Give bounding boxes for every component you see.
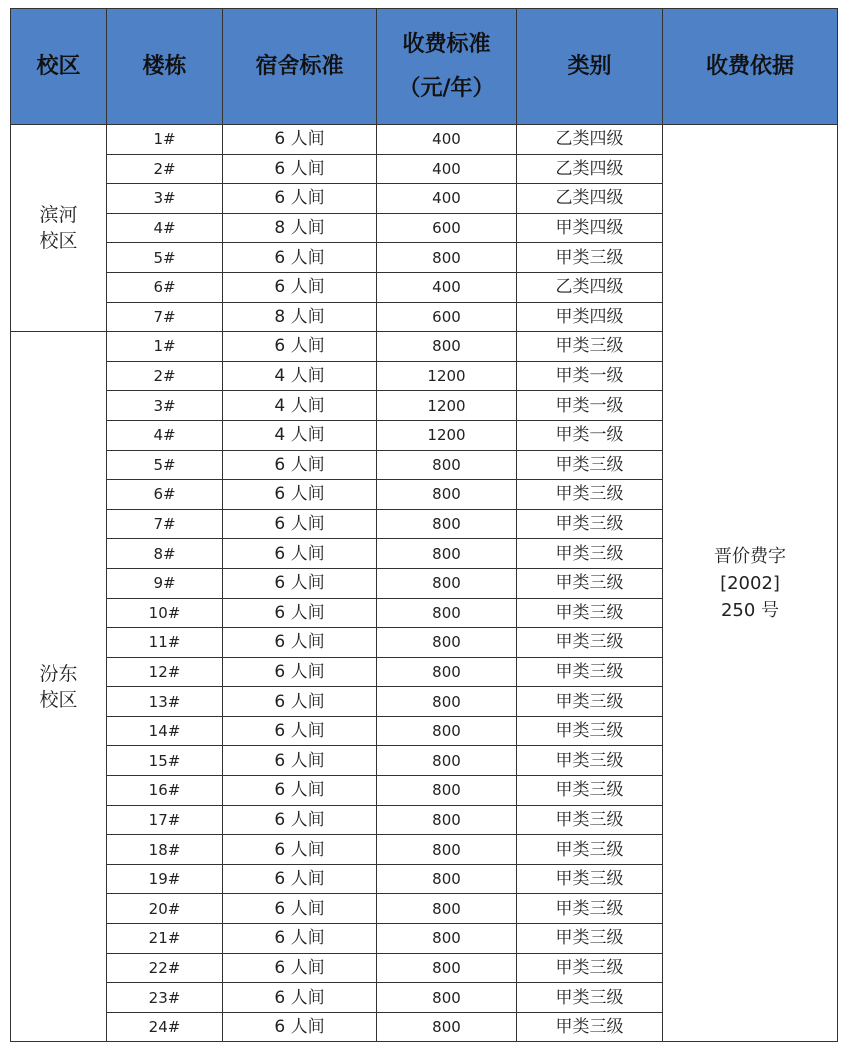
building-cell: 6# bbox=[107, 272, 223, 302]
fee-cell: 600 bbox=[377, 302, 517, 332]
room-standard-cell: 8 人间 bbox=[223, 302, 377, 332]
room-standard-cell: 6 人间 bbox=[223, 568, 377, 598]
room-standard-cell: 6 人间 bbox=[223, 657, 377, 687]
fee-cell: 800 bbox=[377, 243, 517, 273]
fee-cell: 800 bbox=[377, 1012, 517, 1042]
room-standard-cell: 6 人间 bbox=[223, 480, 377, 510]
building-cell: 23# bbox=[107, 983, 223, 1013]
category-cell: 甲类三级 bbox=[517, 894, 663, 924]
fee-cell: 800 bbox=[377, 953, 517, 983]
category-cell: 甲类三级 bbox=[517, 480, 663, 510]
table-body bbox=[11, 125, 838, 1042]
fee-cell: 400 bbox=[377, 125, 517, 155]
room-standard-cell: 6 人间 bbox=[223, 1012, 377, 1042]
room-standard-cell: 4 人间 bbox=[223, 361, 377, 391]
fee-cell: 800 bbox=[377, 539, 517, 569]
category-cell: 甲类一级 bbox=[517, 361, 663, 391]
room-standard-cell: 4 人间 bbox=[223, 420, 377, 450]
category-cell: 甲类三级 bbox=[517, 776, 663, 806]
category-cell: 甲类三级 bbox=[517, 657, 663, 687]
header-campus: 校区 bbox=[11, 9, 107, 125]
building-cell: 24# bbox=[107, 1012, 223, 1042]
building-cell: 5# bbox=[107, 450, 223, 480]
building-cell: 2# bbox=[107, 154, 223, 184]
category-cell: 甲类三级 bbox=[517, 746, 663, 776]
building-cell: 6# bbox=[107, 480, 223, 510]
header-standard: 宿舍标准 bbox=[223, 9, 377, 125]
fee-cell: 800 bbox=[377, 598, 517, 628]
building-cell: 21# bbox=[107, 924, 223, 954]
building-cell: 11# bbox=[107, 628, 223, 658]
fee-basis-line1: 晋价费字 bbox=[714, 545, 786, 567]
header-basis: 收费依据 bbox=[663, 9, 838, 125]
fee-cell: 800 bbox=[377, 480, 517, 510]
category-cell: 甲类三级 bbox=[517, 716, 663, 746]
building-cell: 15# bbox=[107, 746, 223, 776]
fee-cell: 800 bbox=[377, 450, 517, 480]
category-cell: 甲类三级 bbox=[517, 509, 663, 539]
category-cell: 甲类三级 bbox=[517, 568, 663, 598]
fee-cell: 800 bbox=[377, 835, 517, 865]
category-cell: 甲类三级 bbox=[517, 687, 663, 717]
category-cell: 甲类三级 bbox=[517, 628, 663, 658]
header-row bbox=[11, 9, 838, 125]
header-fee-line2: （元/年） bbox=[398, 75, 495, 101]
fee-basis-line3: 250 号 bbox=[720, 599, 780, 621]
category-cell: 甲类三级 bbox=[517, 924, 663, 954]
table-row bbox=[11, 125, 838, 155]
category-cell: 甲类四级 bbox=[517, 213, 663, 243]
building-cell: 13# bbox=[107, 687, 223, 717]
fee-cell: 800 bbox=[377, 983, 517, 1013]
room-standard-cell: 6 人间 bbox=[223, 776, 377, 806]
category-cell: 甲类三级 bbox=[517, 953, 663, 983]
room-standard-cell: 6 人间 bbox=[223, 450, 377, 480]
room-standard-cell: 6 人间 bbox=[223, 598, 377, 628]
building-cell: 4# bbox=[107, 420, 223, 450]
fee-basis-cell bbox=[663, 125, 838, 1042]
header-fee-line1: 收费标准 bbox=[402, 31, 491, 57]
category-cell: 乙类四级 bbox=[517, 272, 663, 302]
fee-cell: 1200 bbox=[377, 420, 517, 450]
fee-cell: 800 bbox=[377, 805, 517, 835]
fee-cell: 800 bbox=[377, 332, 517, 362]
building-cell: 3# bbox=[107, 184, 223, 214]
building-cell: 4# bbox=[107, 213, 223, 243]
category-cell: 甲类一级 bbox=[517, 391, 663, 421]
building-cell: 8# bbox=[107, 539, 223, 569]
category-cell: 甲类三级 bbox=[517, 243, 663, 273]
fee-cell: 800 bbox=[377, 687, 517, 717]
fee-cell: 1200 bbox=[377, 391, 517, 421]
campus-cell bbox=[11, 332, 107, 1042]
room-standard-cell: 6 人间 bbox=[223, 746, 377, 776]
room-standard-cell: 6 人间 bbox=[223, 864, 377, 894]
category-cell: 乙类四级 bbox=[517, 184, 663, 214]
category-cell: 乙类四级 bbox=[517, 125, 663, 155]
room-standard-cell: 6 人间 bbox=[223, 894, 377, 924]
building-cell: 10# bbox=[107, 598, 223, 628]
fee-cell: 800 bbox=[377, 657, 517, 687]
building-cell: 7# bbox=[107, 509, 223, 539]
room-standard-cell: 6 人间 bbox=[223, 243, 377, 273]
category-cell: 甲类三级 bbox=[517, 598, 663, 628]
building-cell: 16# bbox=[107, 776, 223, 806]
building-cell: 19# bbox=[107, 864, 223, 894]
fee-cell: 800 bbox=[377, 894, 517, 924]
category-cell: 甲类三级 bbox=[517, 539, 663, 569]
category-cell: 甲类三级 bbox=[517, 805, 663, 835]
fee-cell: 800 bbox=[377, 746, 517, 776]
building-cell: 17# bbox=[107, 805, 223, 835]
room-standard-cell: 6 人间 bbox=[223, 716, 377, 746]
fee-cell: 600 bbox=[377, 213, 517, 243]
table-header bbox=[11, 9, 838, 125]
fee-cell: 400 bbox=[377, 184, 517, 214]
room-standard-cell: 4 人间 bbox=[223, 391, 377, 421]
room-standard-cell: 8 人间 bbox=[223, 213, 377, 243]
header-category: 类别 bbox=[517, 9, 663, 125]
fee-cell: 800 bbox=[377, 864, 517, 894]
campus-cell bbox=[11, 125, 107, 332]
fee-cell: 800 bbox=[377, 568, 517, 598]
building-cell: 7# bbox=[107, 302, 223, 332]
room-standard-cell: 6 人间 bbox=[223, 628, 377, 658]
room-standard-cell: 6 人间 bbox=[223, 687, 377, 717]
room-standard-cell: 6 人间 bbox=[223, 953, 377, 983]
room-standard-cell: 6 人间 bbox=[223, 509, 377, 539]
room-standard-cell: 6 人间 bbox=[223, 272, 377, 302]
fee-cell: 800 bbox=[377, 716, 517, 746]
campus-name-line2: 校区 bbox=[39, 230, 78, 253]
building-cell: 12# bbox=[107, 657, 223, 687]
category-cell: 甲类三级 bbox=[517, 864, 663, 894]
campus-name-line1: 汾东 bbox=[39, 662, 78, 685]
fee-cell: 400 bbox=[377, 272, 517, 302]
campus-name-line2: 校区 bbox=[39, 688, 78, 711]
category-cell: 甲类三级 bbox=[517, 835, 663, 865]
category-cell: 甲类三级 bbox=[517, 450, 663, 480]
fee-cell: 800 bbox=[377, 776, 517, 806]
fee-cell: 800 bbox=[377, 924, 517, 954]
room-standard-cell: 6 人间 bbox=[223, 539, 377, 569]
room-standard-cell: 6 人间 bbox=[223, 184, 377, 214]
building-cell: 22# bbox=[107, 953, 223, 983]
building-cell: 2# bbox=[107, 361, 223, 391]
fee-cell: 800 bbox=[377, 509, 517, 539]
fee-cell: 1200 bbox=[377, 361, 517, 391]
campus-name-line1: 滨河 bbox=[39, 204, 78, 227]
building-cell: 9# bbox=[107, 568, 223, 598]
category-cell: 甲类三级 bbox=[517, 332, 663, 362]
header-fee bbox=[377, 9, 517, 125]
dormitory-fee-table bbox=[10, 8, 838, 1042]
category-cell: 甲类一级 bbox=[517, 420, 663, 450]
room-standard-cell: 6 人间 bbox=[223, 805, 377, 835]
building-cell: 14# bbox=[107, 716, 223, 746]
room-standard-cell: 6 人间 bbox=[223, 983, 377, 1013]
fee-cell: 800 bbox=[377, 628, 517, 658]
building-cell: 20# bbox=[107, 894, 223, 924]
category-cell: 甲类四级 bbox=[517, 302, 663, 332]
fee-basis-line2: [2002] bbox=[720, 572, 780, 594]
building-cell: 1# bbox=[107, 125, 223, 155]
building-cell: 1# bbox=[107, 332, 223, 362]
room-standard-cell: 6 人间 bbox=[223, 924, 377, 954]
fee-cell: 400 bbox=[377, 154, 517, 184]
header-building: 楼栋 bbox=[107, 9, 223, 125]
building-cell: 18# bbox=[107, 835, 223, 865]
building-cell: 5# bbox=[107, 243, 223, 273]
category-cell: 甲类三级 bbox=[517, 983, 663, 1013]
category-cell: 乙类四级 bbox=[517, 154, 663, 184]
building-cell: 3# bbox=[107, 391, 223, 421]
room-standard-cell: 6 人间 bbox=[223, 332, 377, 362]
room-standard-cell: 6 人间 bbox=[223, 154, 377, 184]
category-cell: 甲类三级 bbox=[517, 1012, 663, 1042]
room-standard-cell: 6 人间 bbox=[223, 125, 377, 155]
room-standard-cell: 6 人间 bbox=[223, 835, 377, 865]
